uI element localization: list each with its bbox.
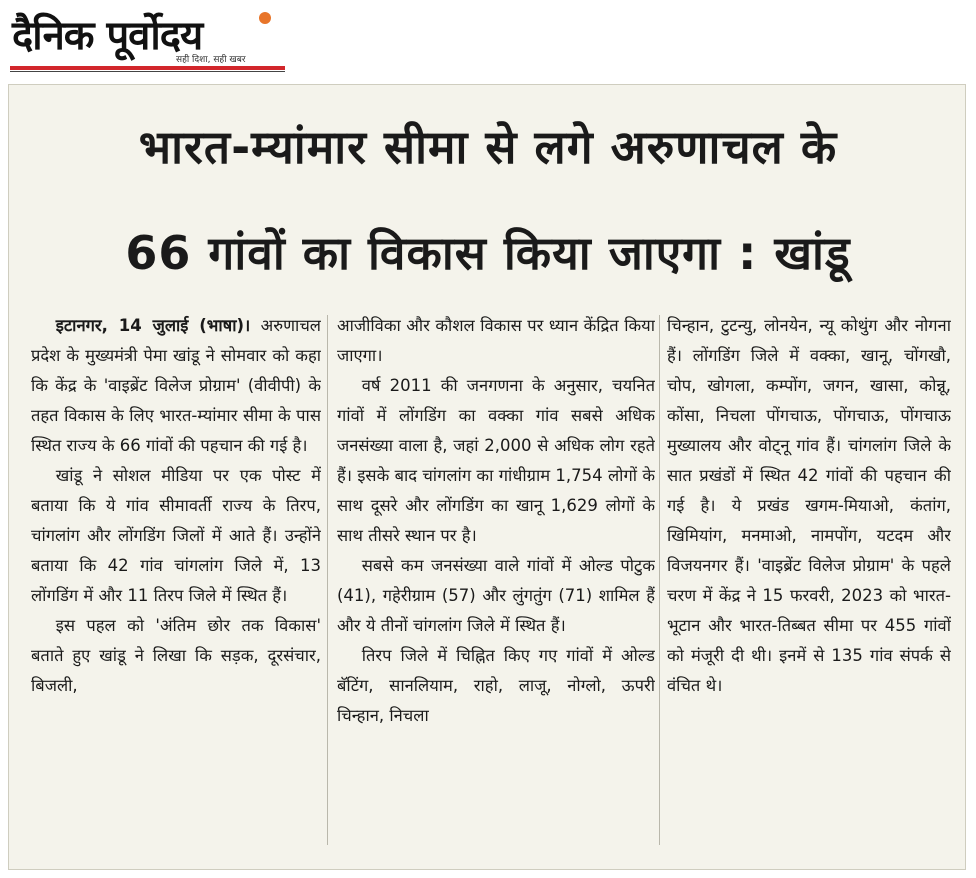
headline-line-2: 66 गांवों का विकास किया जाएगा : खांडू [125, 226, 851, 280]
paragraph: सबसे कम जनसंख्या वाले गांवों में ओल्ड पोटुक (41), गहेरीग्राम (57) और लुंगतुंग (71) शामिल हैं और ये तीनों चांगलांग जिले में स्थित हैं। [337, 556, 655, 635]
paragraph: वर्ष 2011 की जनगणना के अनुसार, चयनित गांवों में लोंगडिंग का वक्का गांव सबसे अधिक जनसंख्या वाला है, जहां 2,000 से अधिक लोग रहते हैं। इसके बाद चांगलांग का गांधीग्राम 1,754 लोगों के साथ दूसरे और लोंगडिंग का खानू 1,629 लोगों के साथ तीसरे स्थान पर है। [337, 376, 655, 545]
column-2 [337, 311, 655, 851]
news-clipping [8, 84, 966, 870]
paragraph: तिरप जिले में चिह्नित किए गए गांवों में ओल्ड बॅटिंग, सानलियाम, राहो, लाजू, नोग्लो, ऊपरी चिन्हान, निचला [337, 646, 655, 725]
paragraph: चिन्हान, टुटन्यु, लोनयेन, न्यू कोथुंग और नोगना हैं। लोंगडिंग जिले में वक्का, खानू, चोंगखौ, चोप, खोगला, कम्पोंग, जगन, खासा, कोन्नू, कोंसा, निचला पोंगचाऊ, पोंगचाऊ, पोंगचाऊ मुख्यालय और वोट्नू गांव हैं। चांगलांग जिले के सात प्रखंडों में स्थित 42 गांवों की पहचान की गई है। ये प्रखंड खगम-मियाओ, कंतांग, खिमियांग, मनमाओ, नामपोंग, यटदम और विजयनगर हैं। 'वाइब्रेंट विलेज प्रोग्राम' के पहले चरण में केंद्र ने 15 फरवरी, 2023 को भारत-भूटान और भारत-तिब्बत सीमा पर 455 गांवों को मंजूरी दी थी। इनमें से 135 गांव संपर्क से वंचित थे। [667, 316, 951, 695]
column-3 [667, 311, 951, 851]
masthead-rule [10, 66, 285, 70]
tagline: सही दिशा, सही खबर [176, 55, 246, 65]
headline-line-1: भारत-म्यांमार सीमा से लगे अरुणाचल के [138, 120, 838, 174]
brand-logo: दैनिक पूर्वोदय [12, 13, 203, 59]
masthead-rule-thin [10, 71, 285, 72]
body-text: अरुणाचल प्रदेश के मुख्यमंत्री पेमा खांडू ने सोमवार को कहा कि केंद्र के 'वाइब्रेंट विलेज प्रोग्राम' (वीवीपी) के तहत विकास के लिए भारत-म्यांमार सीमा के पास स्थित राज्य के 66 गांवों की पहचान की गई है। [31, 316, 321, 455]
paragraph: खांडू ने सोशल मीडिया पर एक पोस्ट में बताया कि ये गांव सीमावर्ती राज्य के तिरप, चांगलांग और लोंगडिंग जिलों में आते हैं। उन्होंने बताया कि 42 गांव चांगलांग जिले में, 13 लोंगडिंग में और 11 तिरप जिले में स्थित हैं। [31, 466, 321, 605]
paragraph: इस पहल को 'अंतिम छोर तक विकास' बताते हुए खांडू ने लिखा कि सड़क, दूरसंचार, बिजली, [31, 616, 321, 695]
column-1 [31, 311, 321, 851]
paragraph [31, 311, 321, 461]
masthead [0, 0, 976, 80]
column-divider [659, 315, 660, 845]
paragraph: आजीविका और कौशल विकास पर ध्यान केंद्रित किया जाएगा। [337, 316, 655, 365]
dateline: इटानगर, 14 जुलाई (भाषा)। [55, 316, 251, 335]
brand-dot-icon [259, 12, 271, 24]
column-divider [327, 315, 328, 845]
